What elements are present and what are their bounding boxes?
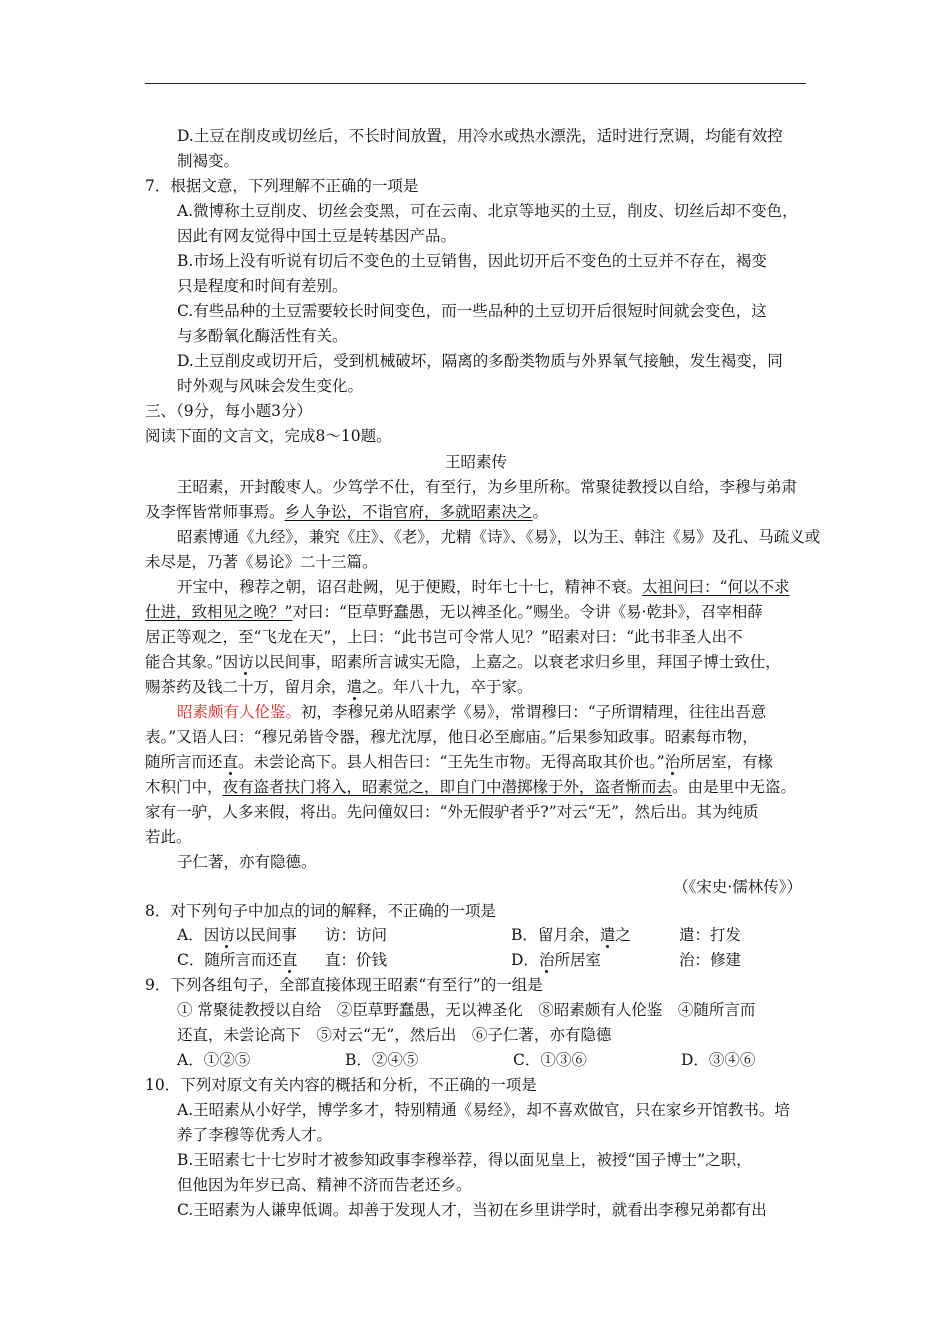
q8-option-c: C．随所言而还直 [177,951,298,969]
dotted-word: 访 [219,926,235,944]
q9-option-c: C．①③⑥ [513,1051,587,1069]
q7-option-line: A.微博称土豆削皮、切丝会变黑，可在云南、北京等地买的土豆，削皮、切丝后却不变色， [177,202,798,220]
passage-line: 昭素博通《九经》，兼究《庄》、《老》，尤精《诗》、《易》，以为王、韩注《易》及孔、马疏义或 [177,528,821,546]
passage-line: 王昭素，开封酸枣人。少笃学不仕，有至行，为乡里所称。常聚徒教授以自给，李穆与弟肃 [177,478,798,496]
q8-option-c-answer: 直：价钱 [325,951,388,969]
q10-option-line: 但他因为年岁已高、精神不济而告老还乡。 [177,1176,472,1194]
question-7-stem: 7．根据文意，下列理解不正确的一项是 [145,177,419,195]
q7-option-line: B.市场上没有听说有切后不变色的土豆销售，因此切开后不变色的土豆并不存在，褐变 [177,252,767,270]
q9-option-d: D．③④⑥ [681,1051,756,1069]
header-rule [145,83,806,84]
question-10-stem: 10．下列对原文有关内容的概括和分析，不正确的一项是 [145,1076,537,1094]
underlined-sentence: 夜有盗者扶门将入，昭素觉之，即自门中潜掷椽于外，盗者惭而去 [222,778,673,796]
q8-option-d-answer: 治：修建 [679,951,742,969]
q7-option-line: C.有些品种的土豆需要较长时间变色，而一些品种的土豆切开后很短时间就会变色，这 [177,302,767,320]
section-3-instruction: 阅读下面的文言文，完成8～10题。 [145,427,392,445]
dotted-word: 访 [238,653,254,671]
passage-line: 能合其象。”因访以民间事，昭素所言诚实无隐，上嘉之。以衰老求归乡里，拜国子博士致仕， [145,653,781,671]
passage-line: 木积门中，夜有盗者扶门将入，昭素觉之，即自门中潜掷椽于外，盗者惭而去。由是里中无盗。 [145,778,797,796]
passage-line: 开宝中，穆荐之朝，诏召赴阙，见于便殿，时年七十七，精神不衰。太祖问曰：“何以不求 [177,578,790,596]
dotted-word: 治 [538,951,555,969]
q7-option-line: 只是程度和时间有差别。 [177,277,348,295]
q10-option-line: 养了李穆等优秀人才。 [177,1126,333,1144]
passage-line: 未尽是，乃著《易论》二十三篇。 [145,553,378,571]
q9-items-line: 还直，未尝论高下 ⑤对云“无”，然后出 ⑥子仁著，亦有隐德 [177,1026,612,1044]
passage-line: 及李恽皆常师事焉。乡人争讼，不诣官府，多就昭素决之。 [145,503,549,521]
passage-line: 表。”又语人曰：“穆兄弟皆令器，穆尤沈厚，他日必至廊庙。”后果参知政事。昭素每市物， [145,728,758,746]
underlined-sentence: 仕进，致相见之晚？” [145,603,293,621]
q8-option-b-answer: 遣：打发 [679,926,742,944]
section-3-heading: 三、（9分，每小题3分） [145,402,312,420]
passage-title: 王昭素传 [444,453,507,471]
q10-option-line: A.王昭素从小好学，博学多才，特别精通《易经》，却不喜欢做官，只在家乡开馆教书。培 [177,1101,790,1119]
q10-option-line: C.王昭素为人谦卑低调。却善于发现人才，当初在乡里讲学时，就看出李穆兄弟都有出 [177,1201,767,1219]
dotted-word: 直 [222,753,239,771]
highlighted-sentence: 昭素颇有人伦鉴。 [177,703,302,721]
question-8-stem: 8．对下列句子中加点的词的解释，不正确的一项是 [145,902,496,920]
q8-option-b: B．留月余，遣之 [511,926,631,944]
q8-option-a-answer: 访：访问 [325,926,388,944]
q8-option-d: D．治所居室 [511,951,601,969]
q10-option-line: B.王昭素七十七岁时才被参知政事李穆举荐，得以面见皇上，被授“国子博士”之职， [177,1151,752,1169]
dotted-word: 直 [281,951,298,969]
option-d-continued: D.土豆在削皮或切丝后，不长时间放置，用冷水或热水漂洗，适时进行烹调，均能有效控 [177,127,783,145]
dotted-word: 遣 [346,678,363,696]
dotted-word: 治 [664,753,681,771]
passage-line: 居正等观之，至“飞龙在天”，上曰：“此书岂可令常人见？”昭素对曰：“此书非圣人出不 [145,628,743,646]
q7-option-line: 与多酚氧化酶活性有关。 [177,327,348,345]
passage-line: 家有一驴，人多来假，将出。先问僮奴曰：“外无假驴者乎?”对云“无”，然后出。其为纯质 [145,803,759,821]
underlined-sentence: 太祖问曰：“何以不求 [642,578,790,596]
underlined-sentence: 乡人争讼，不诣官府，多就昭素决之 [284,503,533,521]
passage-line: 子仁著，亦有隐德。 [177,853,317,871]
q9-option-b: B．②④⑤ [345,1051,419,1069]
passage-line: 若此。 [145,828,192,846]
passage-line: 仕进，致相见之晚？”对曰：“臣草野蠢愚，无以裨圣化。”赐坐。令讲《易·乾卦》，召宰相薛 [145,603,763,621]
question-9-stem: 9．下列各组句子，全部直接体现王昭素“有至行”的一组是 [145,976,543,994]
q7-option-line: 因此有网友觉得中国土豆是转基因产品。 [177,227,457,245]
passage-source: （《宋史·儒林传》） [673,878,802,896]
q9-option-a: A．①②⑤ [177,1051,251,1069]
option-d-continued: 制褐变。 [177,152,240,170]
q9-items-line: ① 常聚徒教授以自给 ②臣草野蠢愚，无以裨圣化 ⑧昭素颇有人伦鉴 ④随所言而 [177,1001,756,1019]
q8-option-a: A．因访以民间事 [177,926,297,944]
passage-line: 昭素颇有人伦鉴。初，李穆兄弟从昭素学《易》，常谓穆曰：“子所谓精理，往往出吾意 [177,703,767,721]
dotted-word: 遣 [599,926,616,944]
q7-option-line: D.土豆削皮或切开后，受到机械破坏，隔离的多酚类物质与外界氧气接触，发生褐变，同 [177,352,783,370]
passage-line: 赐茶药及钱二十万，留月余，遣之。年八十九，卒于家。 [145,678,533,696]
q7-option-line: 时外观与风味会发生变化。 [177,377,364,395]
passage-line: 随所言而还直。未尝论高下。县人相告曰：“王先生市物。无得高取其价也。”治所居室，有椽 [145,753,774,771]
